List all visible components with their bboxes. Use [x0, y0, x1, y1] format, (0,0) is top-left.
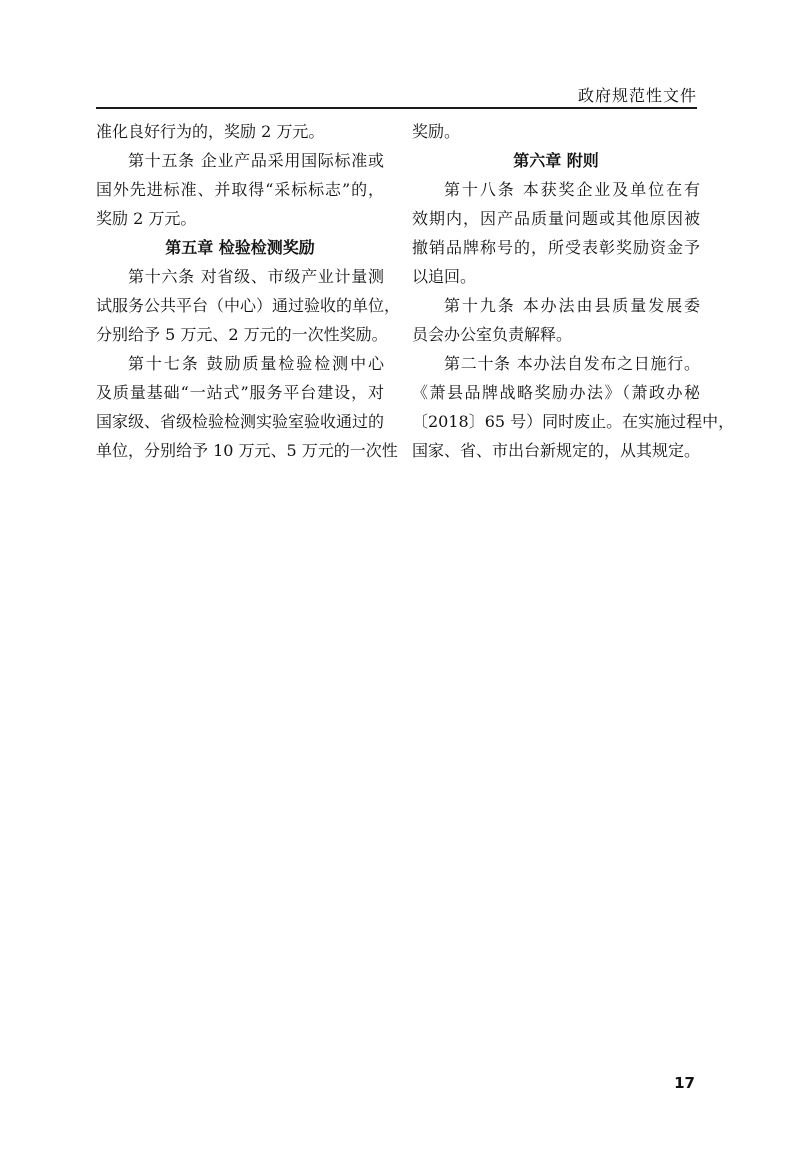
- paragraph-line: 奖励。: [412, 122, 461, 141]
- article-first-line: 第十九条 本办法由县质量发展委: [444, 296, 700, 315]
- paragraph-line: 单位，分别给予 10 万元、5 万元的一次性: [96, 441, 398, 460]
- chapter-heading: 第六章 附则: [513, 151, 599, 170]
- right-text-column: [412, 117, 735, 465]
- header-rule: [96, 107, 697, 109]
- article-first-line: 第十五条 企业产品采用国际标准或: [128, 151, 384, 170]
- paragraph-line: 〔2018〕65 号）同时废止。在实施过程中，: [412, 412, 735, 431]
- article-first-line: 第十六条 对省级、市级产业计量测: [128, 267, 384, 286]
- page-number: 17: [674, 1074, 695, 1092]
- article-first-line: 第十八条 本获奖企业及单位在有: [444, 180, 700, 199]
- paragraph-line: 准化良好行为的，奖励 2 万元。: [96, 122, 325, 141]
- left-text-column: [96, 117, 401, 465]
- paragraph-line: 国外先进标准、并取得“采标标志”的，: [96, 180, 384, 199]
- paragraph-line: 国家、省、市出台新规定的，从其规定。: [412, 441, 701, 460]
- paragraph-line: 撤销品牌称号的，所受表彰奖励资金予: [412, 238, 700, 257]
- paragraph-line: 奖励 2 万元。: [96, 209, 197, 228]
- paragraph-line: 国家级、省级检验检测实验室验收通过的: [96, 412, 385, 431]
- paragraph-line: 及质量基础“一站式”服务平台建设，对: [96, 383, 384, 402]
- chapter-heading: 第五章 检验检测奖励: [165, 238, 315, 257]
- article-first-line: 第十七条 鼓励质量检验检测中心: [128, 354, 384, 373]
- paragraph-line: 效期内，因产品质量问题或其他原因被: [412, 209, 700, 228]
- running-header-title: 政府规范性文件: [577, 86, 697, 105]
- paragraph-line: 员会办公室负责解释。: [412, 325, 573, 344]
- paragraph-line: 以追回。: [412, 267, 477, 286]
- paragraph-line: 《萧县品牌战略奖励办法》（萧政办秘: [412, 383, 700, 402]
- paragraph-line: 分别给予 5 万元、2 万元的一次性奖励。: [96, 325, 388, 344]
- article-first-line: 第二十条 本办法自发布之日施行。: [444, 354, 700, 373]
- paragraph-line: 试服务公共平台（中心）通过验收的单位，: [96, 296, 401, 315]
